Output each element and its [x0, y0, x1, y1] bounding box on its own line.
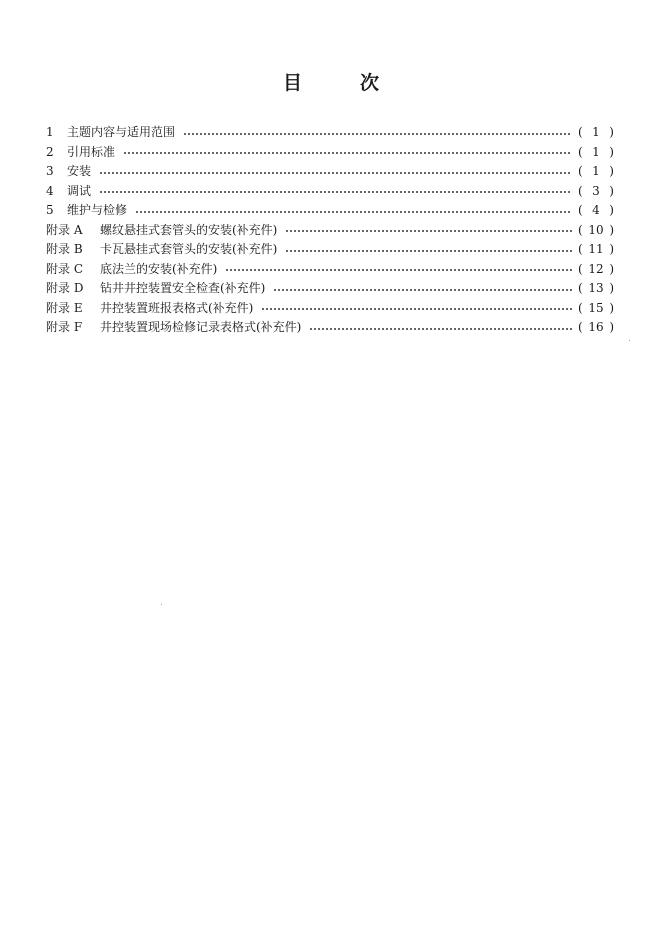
page-number: 15 [588, 300, 604, 315]
toc-leader-dots [261, 308, 572, 310]
table-of-contents [46, 123, 614, 338]
toc-entry-title: 维护与检修 [67, 203, 128, 217]
page-paren-close: ) [609, 300, 614, 315]
toc-entry-3[interactable] [46, 162, 614, 182]
toc-entry-title: 卡瓦悬挂式套管头的安装(补充件) [100, 242, 278, 256]
page-paren-open: ( [578, 144, 583, 159]
scan-speck [161, 604, 162, 605]
toc-leader-dots [123, 152, 572, 154]
toc-entry-page [578, 260, 614, 280]
toc-leader-dots [285, 230, 572, 232]
toc-entry-number: 附录 A [46, 222, 83, 237]
page-paren-open: ( [578, 242, 583, 256]
page-paren-open: ( [578, 203, 583, 217]
title-char-2: 次 [360, 72, 380, 94]
toc-entry-number: 附录 E [46, 300, 83, 315]
toc-entry-4[interactable] [46, 182, 614, 202]
toc-entry-title: 安装 [67, 164, 92, 178]
toc-entry-title: 螺纹悬挂式套管头的安装(补充件) [100, 222, 278, 237]
toc-entry-page [578, 299, 614, 319]
toc-entry-title: 井控装置现场检修记录表格式(补充件) [100, 320, 302, 334]
page-paren-close: ) [609, 222, 614, 237]
page-paren-close: ) [609, 261, 614, 276]
toc-entry-title: 调试 [67, 183, 92, 198]
page-number: 1 [592, 164, 600, 178]
toc-entry-appendix-a[interactable] [46, 221, 614, 241]
page-number: 1 [592, 125, 600, 139]
toc-entry-1[interactable] [46, 123, 614, 143]
title-char-1: 目 [282, 72, 302, 94]
toc-entry-appendix-b[interactable] [46, 240, 614, 260]
toc-entry-number: 附录 B [46, 242, 83, 256]
scan-speck [629, 340, 630, 341]
page-paren-open: ( [578, 125, 583, 139]
page-paren-open: ( [578, 320, 583, 334]
toc-entry-title: 井控装置班报表格式(补充件) [100, 300, 254, 315]
page-number: 13 [588, 281, 604, 295]
page-paren-close: ) [609, 125, 614, 139]
toc-entry-page [578, 279, 614, 299]
toc-entry-page [578, 162, 614, 182]
toc-entry-page [578, 201, 614, 221]
toc-entry-number: 2 [46, 144, 54, 159]
toc-entry-5[interactable] [46, 201, 614, 221]
page-paren-close: ) [609, 281, 614, 295]
toc-entry-appendix-f[interactable] [46, 318, 614, 338]
toc-leader-dots [99, 191, 572, 193]
toc-leader-dots [309, 328, 572, 330]
page-number: 12 [588, 261, 604, 276]
page-paren-close: ) [609, 164, 614, 178]
toc-entry-number: 5 [46, 203, 54, 217]
toc-entry-appendix-e[interactable] [46, 299, 614, 319]
toc-entry-number: 4 [46, 183, 54, 198]
toc-entry-page [578, 143, 614, 163]
page-paren-open: ( [578, 164, 583, 178]
page-paren-open: ( [578, 222, 583, 237]
page-paren-open: ( [578, 183, 583, 198]
toc-leader-dots [273, 289, 572, 291]
toc-entry-number: 附录 D [46, 281, 84, 295]
page-paren-close: ) [609, 183, 614, 198]
toc-entry-number: 3 [46, 164, 54, 178]
toc-leader-dots [183, 133, 572, 135]
toc-entry-2[interactable] [46, 143, 614, 163]
page-number: 3 [592, 183, 600, 198]
page-paren-close: ) [609, 144, 614, 159]
page-title [0, 68, 662, 95]
page-paren-close: ) [609, 242, 614, 256]
toc-entry-title: 引用标准 [67, 144, 116, 159]
toc-entry-number: 1 [46, 125, 54, 139]
toc-entry-title: 底法兰的安装(补充件) [100, 261, 218, 276]
toc-entry-page [578, 221, 614, 241]
toc-leader-dots [285, 250, 572, 252]
page-number: 11 [588, 242, 604, 256]
page-paren-close: ) [609, 320, 614, 334]
toc-leader-dots [99, 172, 572, 174]
toc-entry-title: 钻井井控装置安全检查(补充件) [100, 281, 266, 295]
toc-leader-dots [135, 211, 572, 213]
page-paren-close: ) [609, 203, 614, 217]
toc-entry-page [578, 240, 614, 260]
toc-entry-number: 附录 F [46, 320, 83, 334]
toc-entry-appendix-c[interactable] [46, 260, 614, 280]
page-paren-open: ( [578, 281, 583, 295]
page-paren-open: ( [578, 261, 583, 276]
page-number: 10 [588, 222, 604, 237]
toc-entry-number: 附录 C [46, 261, 83, 276]
page-paren-open: ( [578, 300, 583, 315]
page-number: 16 [588, 320, 604, 334]
page-number: 4 [592, 203, 600, 217]
toc-entry-appendix-d[interactable] [46, 279, 614, 299]
toc-entry-title: 主题内容与适用范围 [67, 125, 176, 139]
toc-entry-page [578, 318, 614, 338]
toc-entry-page [578, 123, 614, 143]
toc-leader-dots [225, 269, 572, 271]
toc-entry-page [578, 182, 614, 202]
page-number: 1 [592, 144, 600, 159]
